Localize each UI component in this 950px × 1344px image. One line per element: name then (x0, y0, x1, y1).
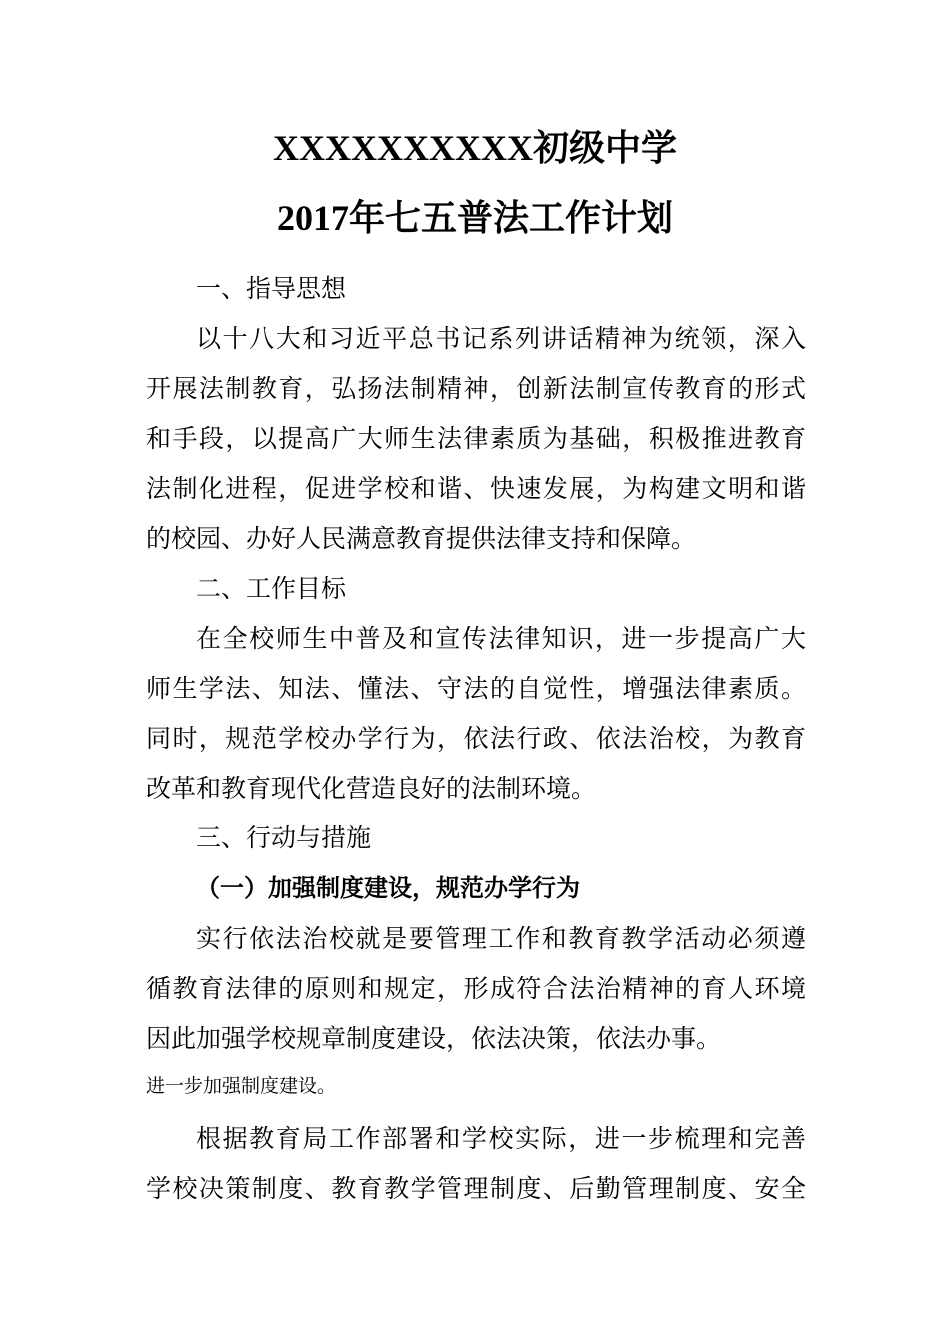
section-heading-work-goals: 二、工作目标 (196, 574, 347, 603)
paragraph-line: 开展法制教育，弘扬法制精神，创新法制宣传教育的形式 (146, 374, 806, 403)
document-title-plan: 2017年七五普法工作计划 (276, 198, 673, 238)
small-text-line: 进一步加强制度建设。 (146, 1075, 337, 1097)
paragraph-line: 在全校师生中普及和宣传法律知识，进一步提高广大 (196, 624, 806, 653)
paragraph-line: 以十八大和习近平总书记系列讲话精神为统领，深入 (196, 324, 806, 353)
paragraph-line: 法制化进程，促进学校和谐、快速发展，为构建文明和谐 (146, 474, 806, 503)
section-heading-guiding-ideology: 一、指导思想 (196, 274, 347, 303)
paragraph-line: 根据教育局工作部署和学校实际，进一步梳理和完善 (196, 1124, 806, 1153)
paragraph-line: 的校园、办好人民满意教育提供法律支持和保障。 (146, 524, 697, 553)
section-heading-actions-measures: 三、行动与措施 (196, 823, 372, 852)
paragraph-line: 同时，规范学校办学行为，依法行政、依法治校，为教育 (146, 724, 806, 753)
paragraph-line: 因此加强学校规章制度建设，依法决策，依法办事。 (146, 1024, 722, 1053)
paragraph-line: 循教育法律的原则和规定，形成符合法治精神的育人环境 (146, 974, 806, 1003)
document-title-school: XXXXXXXXXX初级中学 (273, 128, 677, 168)
paragraph-line: 师生学法、知法、懂法、守法的自觉性，增强法律素质。 (146, 674, 806, 703)
paragraph-line: 改革和教育现代化营造良好的法制环境。 (146, 774, 597, 803)
paragraph-line: 学校决策制度、教育教学管理制度、后勤管理制度、安全 (146, 1174, 806, 1203)
paragraph-line: 和手段，以提高广大师生法律素质为基础，积极推进教育 (146, 424, 806, 453)
subsection-heading: （一）加强制度建设，规范办学行为 (196, 874, 580, 902)
paragraph-line: 实行依法治校就是要管理工作和教育教学活动必须遵 (196, 924, 806, 953)
